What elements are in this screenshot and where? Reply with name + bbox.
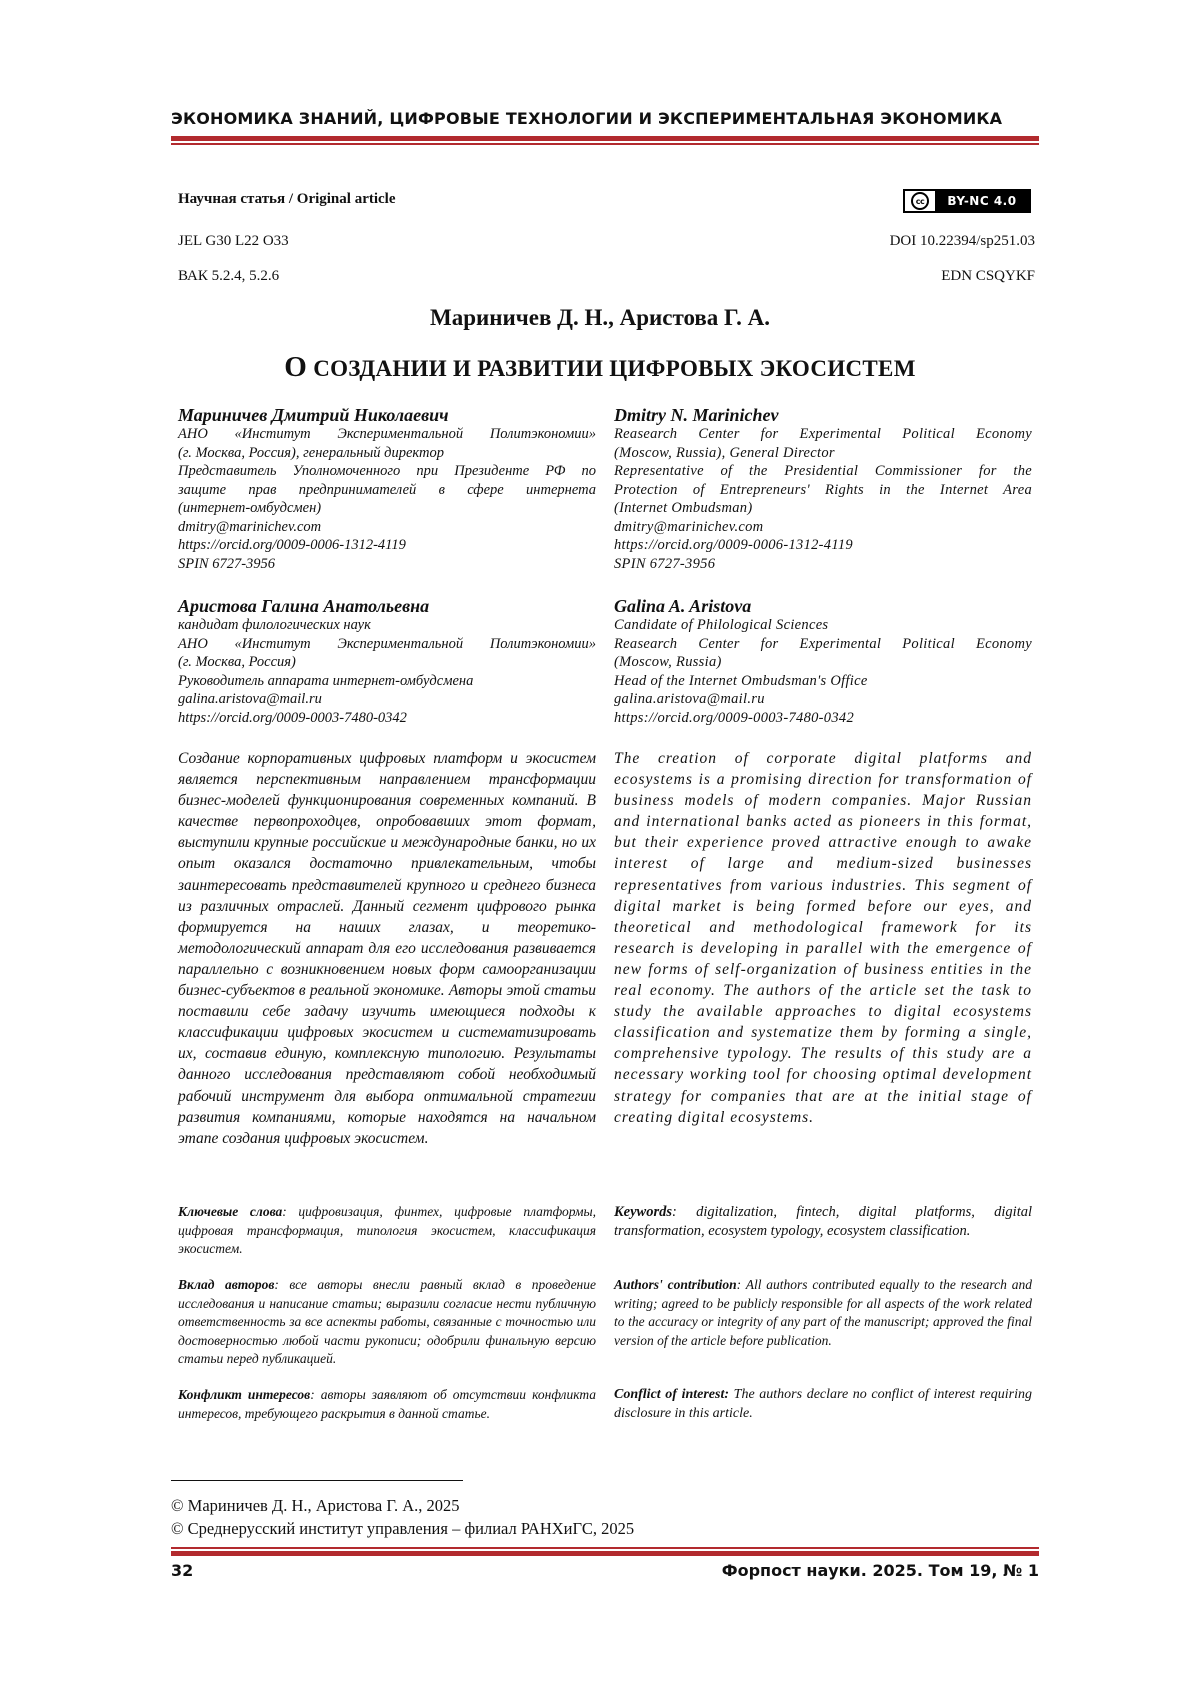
contribution-text: : All authors contributed equally to the research and writing; agreed to be publicly responsible for all aspects of the work related to the accuracy or integrity of any part of the manuscript; approved the final version of the article before publication. (614, 1277, 1032, 1348)
author-email[interactable]: galina.aristova@mail.ru (614, 691, 765, 707)
author-affiliation: Reasearch Center for Experimental Political Economy (614, 635, 1032, 652)
abstract-ru: Создание корпоративных цифровых платформ и экосистем является перспективным направлением трансформации бизнес-моделей функционирования современных компаний. В качестве первопроходцев, опробовавших этот формат, выступили крупные российские и международные банки, но их опыт оказался достаточно привлекательным, чтобы заинтересовать представителей крупного и среднего бизнеса из различных отраслей. Данный сегмент цифрового рынка формируется на наших глазах, и теоретико-методологический аппарат для его исследования развивается параллельно с возникновением новых форм самоорганизации бизнес-субъектов в реальной экономике. Авторы этой статьи поставили себе задачу изучить имеющиеся подходы к классификации цифровых экосистем и систематизировать их, составив единую, комплексную типологию. Результаты данного исследования представляют собой необходимый рабочий инструмент для выбора оптимальной стратегии развития компаниями, которые находятся на начальном этапе создания цифровых экосистем. (178, 750, 596, 1147)
author-affiliation: Reasearch Center for Experimental Political Economy (614, 426, 1032, 442)
contribution-ru (178, 1276, 596, 1369)
author-2-en (614, 596, 1032, 727)
article-title (0, 351, 1200, 384)
byline: Мариничев Д. Н., Аристова Г. А. (430, 305, 770, 330)
author-spin: SPIN 6727-3956 (178, 555, 276, 572)
edn: EDN CSQYKF (941, 268, 1035, 284)
author-degree: Candidate of Philological Sciences (614, 617, 829, 633)
vak-codes: ВАК 5.2.4, 5.2.6 (178, 268, 280, 284)
journal-issue: Форпост науки. 2025. Том 19, № 1 (721, 1561, 1039, 1580)
keywords-ru (178, 1203, 596, 1259)
author-spin: SPIN 6727-3956 (614, 555, 716, 572)
author-email[interactable]: galina.aristova@mail.ru (178, 691, 322, 707)
doi[interactable]: DOI 10.22394/sp251.03 (889, 233, 1035, 249)
license-badge[interactable] (903, 189, 1031, 213)
cc-logo-text: cc (911, 192, 929, 210)
header-rule-thin (171, 143, 1039, 145)
author-name: Мариничев Дмитрий Николаевич (178, 405, 449, 425)
copyright-authors: © Мариничев Д. Н., Аристова Г. А., 2025 (171, 1496, 460, 1515)
author-email[interactable]: dmitry@marinichev.com (178, 518, 322, 535)
author-1-en (614, 405, 1032, 573)
author-affiliation: АНО «Институт Экспериментальной Политэкономии» (178, 635, 596, 652)
article-type: Научная статья / Original article (178, 191, 396, 207)
author-affiliation: (Moscow, Russia) (614, 654, 722, 670)
author-orcid[interactable]: https://orcid.org/0009-0006-1312-4119 (614, 537, 853, 553)
abstract-en: The creation of corporate digital platforms and ecosystems is a promising direction for transformation of business models of modern companies. Major Russian and international banks acted as pioneers in this format, but their experience proved attractive enough to awake interest of large and medium-sized businesses representatives from various industries. This segment of digital market is being formed before our eyes, and theoretical and methodological framework for its research is developing in parallel with the emergence of new forms of self-organization of business entities in the real economy. The authors of the article set the task to study the available approaches to digital ecosystems classification and systematize them by forming a single, comprehensive typology. The results of this study are a necessary working tool for choosing optimal development strategy for companies that are at the initial stage of creating digital ecosystems. (614, 750, 1032, 1126)
jel-codes: JEL G30 L22 O33 (178, 233, 289, 249)
author-affiliation: АНО «Институт Экспериментальной Политэкономии» (178, 426, 596, 442)
keywords-en (614, 1203, 1032, 1240)
footnote-rule (171, 1480, 463, 1481)
cc-logo-icon (905, 191, 935, 211)
author-name: Galina A. Aristova (614, 596, 752, 616)
page-number: 32 (171, 1561, 194, 1580)
contribution-label: Вклад авторов (178, 1277, 275, 1292)
author-affiliation: (г. Москва, Россия) (178, 654, 296, 670)
author-position: Representative of the Presidential Commissioner for the (614, 463, 1032, 479)
keywords-text: : digitalization, fintech, digital platforms, digital transformation, ecosystem typology, ecosystem classification. (614, 1204, 1032, 1239)
author-name: Dmitry N. Marinichev (614, 405, 779, 425)
author-name: Аристова Галина Анатольевна (178, 596, 430, 616)
author-2-ru (178, 596, 596, 727)
keywords-label: Keywords (614, 1204, 672, 1220)
author-position: Head of the Internet Ombudsman's Office (614, 672, 868, 689)
author-position: (Internet Ombudsman) (614, 500, 753, 516)
author-position: Представитель Уполномоченного при Президенте РФ по (178, 463, 596, 479)
author-orcid[interactable]: https://orcid.org/0009-0006-1312-4119 (178, 537, 406, 553)
copyright-institute: © Среднерусский институт управления – филиал РАНХиГС, 2025 (171, 1519, 635, 1538)
author-position: Protection of Entrepreneurs' Rights in the Internet Area (614, 481, 1032, 498)
author-position: защите прав предпринимателей в сфере интернета (178, 481, 596, 498)
author-position: (интернет-омбудсмен) (178, 500, 322, 516)
contribution-en (614, 1276, 1032, 1350)
keywords-label: Ключевые слова (178, 1204, 283, 1219)
conflict-ru (178, 1386, 596, 1423)
author-affiliation: (г. Москва, Россия), генеральный директор (178, 444, 444, 461)
author-degree: кандидат филологических наук (178, 617, 371, 633)
author-affiliation: (Moscow, Russia), General Director (614, 444, 835, 461)
title-first-letter: О (284, 351, 308, 383)
author-email[interactable]: dmitry@marinichev.com (614, 518, 764, 535)
author-1-ru (178, 405, 596, 573)
author-orcid[interactable]: https://orcid.org/0009-0003-7480-0342 (178, 709, 407, 726)
contribution-label: Authors' contribution (614, 1277, 737, 1292)
conflict-text: The authors declare no conflict of interest requiring disclosure in this article. (614, 1387, 1032, 1421)
author-position: Руководитель аппарата интернет-омбудсмена (178, 672, 474, 689)
contribution-text: : все авторы внесли равный вклад в проведение исследования и написание статьи; выразили согласие нести публичную ответственность за все аспекты работы, связанные с точностью или достоверностью любой части рукописи; одобрили финальную версию статьи перед публикацией. (178, 1277, 596, 1366)
conflict-text: : авторы заявляют об отсутствии конфликта интересов, требующего раскрытия в данной статье. (178, 1387, 596, 1421)
conflict-en (614, 1386, 1032, 1423)
keywords-text: : цифровизация, финтех, цифровые платформы, цифровая трансформация, типология экосистем, классификация экосистем. (178, 1204, 596, 1256)
license-label: BY-NC 4.0 (935, 191, 1029, 211)
conflict-label: Conflict of interest: (614, 1387, 730, 1402)
running-head: ЭКОНОМИКА ЗНАНИЙ, ЦИФРОВЫЕ ТЕХНОЛОГИИ И ЭКСПЕРИМЕНТАЛЬНАЯ ЭКОНОМИКА (171, 109, 1003, 128)
author-orcid[interactable]: https://orcid.org/0009-0003-7480-0342 (614, 709, 854, 726)
conflict-label: Конфликт интересов (178, 1387, 311, 1402)
footer-rule-thin (171, 1547, 1039, 1549)
footer-rule-thick (171, 1551, 1039, 1556)
header-rule-thick (171, 136, 1039, 141)
title-rest: СОЗДАНИИ И РАЗВИТИИ ЦИФРОВЫХ ЭКОСИСТЕМ (307, 356, 916, 381)
